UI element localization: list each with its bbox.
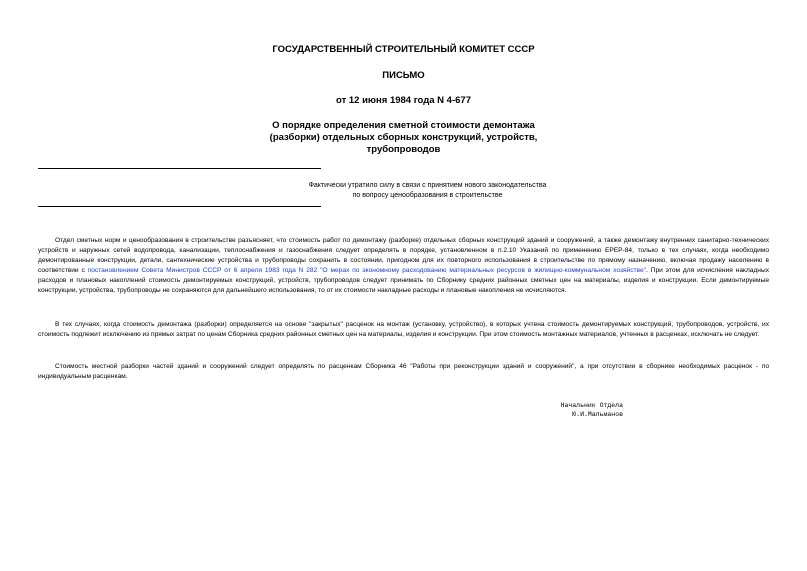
document-type-heading: ПИСЬМО: [382, 70, 425, 81]
title-line: О порядке определения сметной стоимости демонтажа: [272, 120, 535, 131]
document-title: [0, 120, 807, 156]
signature-position: Начальник Отдела: [560, 402, 623, 409]
title-line: трубопроводов: [366, 144, 441, 155]
paragraph-text: . При этом для исчисления накладных расходов и плановых накоплений стоимость демонтируемых конструкций, устройств, трубопроводов следует принимать по Сборнику средних районных сметных цен на материалы, изделия и конструкции. Если демонтируемые конструкции, устройства, трубопроводы не сохраняются для дальнейшего использования, то от их стоимости накладные расходы и плановые накопления не исчисляются.: [38, 267, 769, 294]
body-paragraph-1: [38, 236, 769, 296]
status-line: Фактически утратило силу в связи с принятием нового законодательства: [308, 182, 547, 189]
decree-link[interactable]: постановлением Совета Министров СССР от 6 апреля 1983 года N 282 "О мерах по экономному расходованию материальных ресурсов в жилищно-коммунальном хозяйстве": [87, 267, 646, 274]
paragraph-text: Отдел сметных норм и ценообразования в строительстве разъясняет, что стоимость работ по демонтажу (разборке) отдельных сборных конструкций зданий и сооружений, а также демонтажу внутренних санитарно-технических устройств и наружных сетей водопровода, канализации, теплоснабжения и газоснабжения следует определять в порядке, установленном в п.2.10 Указаний по применению ЕРЕР-84, только в тех случаях, когда необходимо демонтированные конструкции, детали, сантехнические устройства и трубопроводы сохранить в состоянии, пригодном для их повторного использования в строительстве по прямому назначению, включая продажу населению в соответствии с: [38, 237, 769, 274]
divider-bottom: [38, 206, 321, 207]
title-line: (разборки) отдельных сборных конструкций, устройств,: [269, 132, 538, 143]
status-note: [200, 181, 655, 201]
body-paragraph-2: В тех случаях, когда стоимость демонтажа (разборки) определяется на основе "закрытых" расценок на монтаж (установку, устройство), в которых учтена стоимость демонтируемых конструкций, трубопроводов, устройств, их стоимость подлежит исключению из прямых затрат по ценам Сборника средних районных сметных цен на материалы, изделия и конструкции. При этом стоимость монтажных материалов, учтенных в расценках, исключать не следует.: [38, 321, 769, 338]
organization-heading: ГОСУДАРСТВЕННЫЙ СТРОИТЕЛЬНЫЙ КОМИТЕТ СССР: [272, 44, 535, 55]
body-paragraph-3: Стоимость местной разборки частей зданий и сооружений следует определять по расценкам Сборника 46 "Работы при реконструкции зданий и сооружений", а при отсутствии в сборнике необходимых расценок - по индивидуальным расценкам.: [38, 363, 769, 380]
signature-block: [540, 401, 623, 419]
document-date-number: от 12 июня 1984 года N 4-677: [336, 95, 471, 106]
divider-top: [38, 168, 321, 169]
signature-name: Ю.И.Мальманов: [572, 411, 623, 418]
status-line: по вопросу ценообразования в строительстве: [352, 192, 503, 199]
